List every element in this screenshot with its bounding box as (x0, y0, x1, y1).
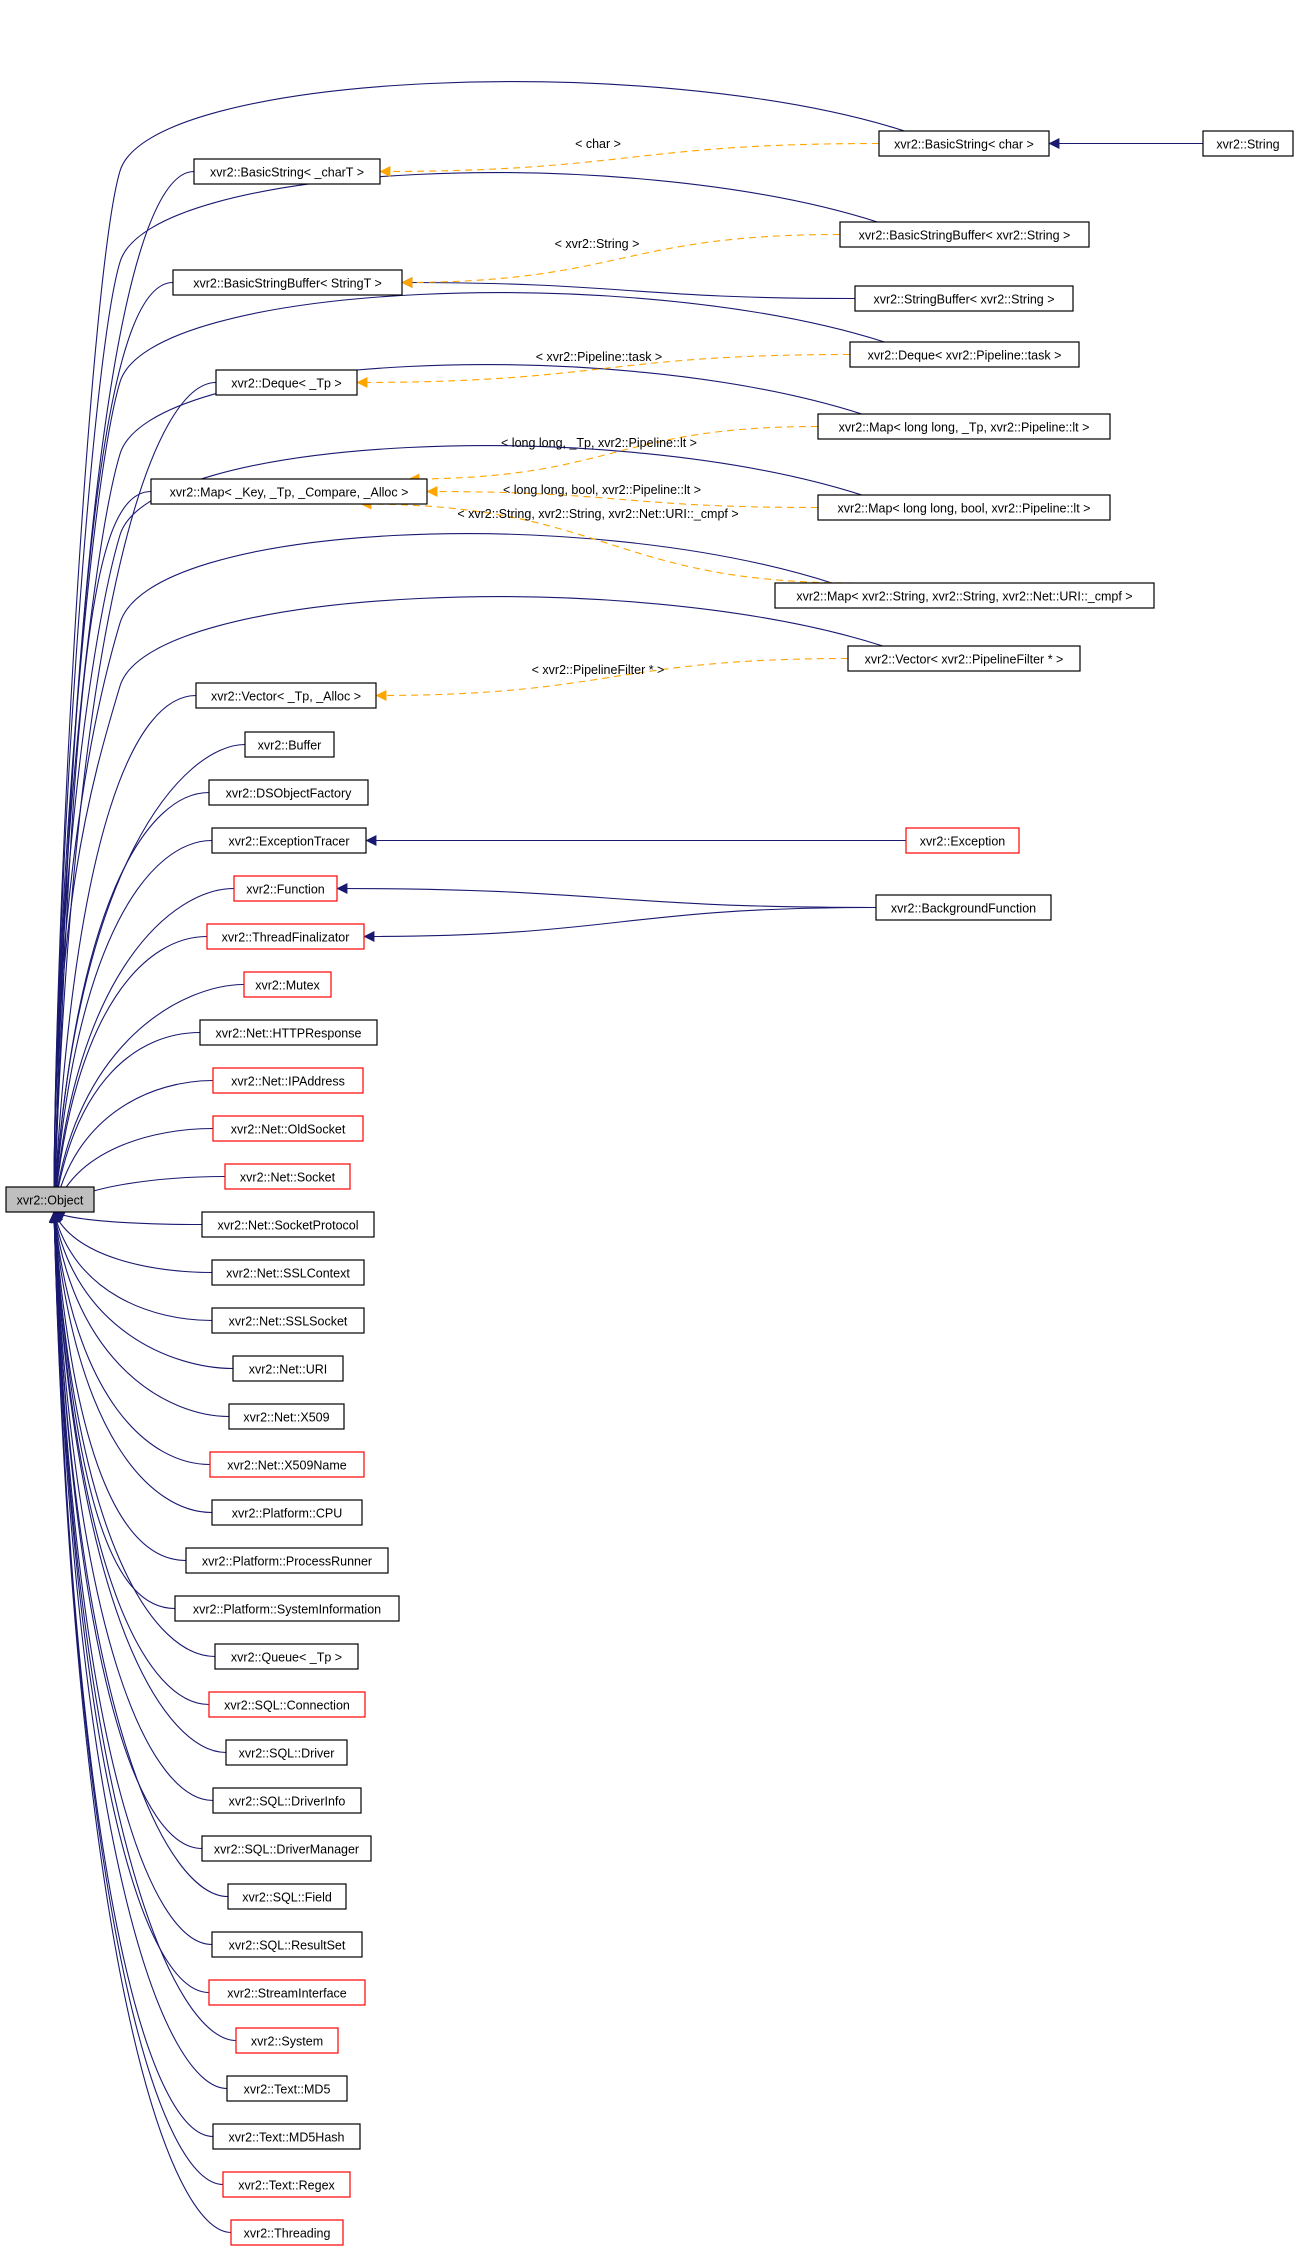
class-node-cpu[interactable] (212, 1500, 362, 1525)
class-node-sslsock[interactable] (212, 1308, 364, 1333)
node-label: xvr2::Queue< _Tp > (230, 1650, 343, 1665)
class-node-sqldrvmgr[interactable] (202, 1836, 371, 1861)
inherit-edge-sslsock (54, 1212, 212, 1321)
class-node-sslctx[interactable] (212, 1260, 364, 1285)
class-node-bsb_T[interactable] (173, 270, 402, 295)
class-node-exception[interactable] (906, 828, 1019, 853)
class-node-md5[interactable] (227, 2076, 347, 2101)
inherit-edge-deque_tp (54, 383, 216, 1213)
node-label: xvr2::Net::URI (248, 1362, 328, 1377)
node-label: xvr2::BasicStringBuffer< StringT > (193, 276, 382, 291)
class-node-vec_tp[interactable] (196, 683, 376, 708)
node-label: xvr2::Net::HTTPResponse (215, 1026, 362, 1041)
inherit-edge-exc_tracer (54, 841, 212, 1213)
node-label: xvr2::SQL::ResultSet (228, 1938, 346, 1953)
node-label: xvr2::Vector< _Tp, _Alloc > (210, 689, 362, 704)
node-label: xvr2::Platform::ProcessRunner (201, 1554, 373, 1569)
node-label: xvr2::StreamInterface (227, 1986, 347, 2001)
node-label: xvr2::Map< _Key, _Tp, _Compare, _Alloc > (169, 485, 409, 500)
node-label: xvr2::BasicString< char > (894, 137, 1034, 152)
class-node-string[interactable] (1203, 131, 1293, 156)
node-label: xvr2::Vector< xvr2::PipelineFilter * > (864, 652, 1064, 667)
class-node-thread_fin[interactable] (207, 924, 364, 949)
inherit-edge-md5 (54, 1212, 227, 2089)
node-label: xvr2::Map< xvr2::String, xvr2::String, xvr2::Net::URI::_cmpf > (796, 589, 1133, 604)
class-node-bg_function[interactable] (876, 895, 1051, 920)
node-label: xvr2::SQL::Field (242, 1890, 332, 1905)
class-node-map_generic[interactable] (151, 479, 427, 504)
template-label-ll-tp: < long long, _Tp, xvr2::Pipeline::lt > (501, 436, 697, 450)
class-node-queue[interactable] (215, 1644, 358, 1669)
template-label-xstring: < xvr2::String > (554, 237, 640, 251)
class-node-http_resp[interactable] (200, 1020, 377, 1045)
node-label: xvr2::ThreadFinalizator (221, 930, 350, 945)
template-label-pf: < xvr2::PipelineFilter * > (531, 663, 665, 677)
node-label: xvr2::Threading (243, 2226, 331, 2241)
inherit-edge-thread_fin (54, 937, 207, 1213)
class-node-x509name[interactable] (210, 1452, 364, 1477)
node-label: xvr2::Platform::SystemInformation (192, 1602, 382, 1617)
node-label: xvr2::Buffer (257, 738, 322, 753)
node-label: xvr2::SQL::Driver (238, 1746, 335, 1761)
node-label: xvr2::Text::MD5 (243, 2082, 331, 2097)
template-label-char: < char > (575, 137, 621, 151)
node-label: xvr2::Net::SSLContext (226, 1266, 350, 1281)
class-node-bsb_str[interactable] (840, 222, 1089, 247)
class-node-sysinfo[interactable] (175, 1596, 399, 1621)
class-node-sockproto[interactable] (202, 1212, 374, 1237)
inherit-edge-bs_char (54, 82, 905, 1212)
inherit-edge-bg_function-to-thread_fin (364, 908, 876, 937)
edges-layer (54, 82, 1203, 2233)
inherit-edge-sockproto (54, 1212, 202, 1225)
class-node-threading[interactable] (231, 2220, 343, 2245)
inherit-edge-bsb_str (54, 173, 877, 1212)
node-label: xvr2::DSObjectFactory (225, 786, 352, 801)
class-node-exc_tracer[interactable] (212, 828, 366, 853)
class-node-sqlrs[interactable] (212, 1932, 362, 1957)
node-label: xvr2::Net::Socket (239, 1170, 336, 1185)
inherit-edge-map_str_str (54, 534, 832, 1212)
class-node-procrun[interactable] (186, 1548, 388, 1573)
node-label: xvr2::Net::IPAddress (231, 1074, 345, 1089)
node-label: xvr2::Net::SocketProtocol (217, 1218, 359, 1233)
node-label: xvr2::ExceptionTracer (228, 834, 350, 849)
class-node-oldsock[interactable] (213, 1116, 363, 1141)
node-label: xvr2::Function (246, 882, 325, 897)
template-label-str-str: < xvr2::String, xvr2::String, xvr2::Net::URI::_cmpf > (457, 507, 739, 521)
inherit-edge-deque_task (54, 293, 884, 1212)
node-label: xvr2::Deque< xvr2::Pipeline::task > (867, 348, 1062, 363)
inherit-edge-bsb_T (54, 283, 173, 1213)
node-label: xvr2::Net::SSLSocket (228, 1314, 348, 1329)
node-label: xvr2::Net::X509 (243, 1410, 330, 1425)
class-node-function[interactable] (234, 876, 337, 901)
node-label: xvr2::SQL::Connection (224, 1698, 350, 1713)
node-label: xvr2::Net::X509Name (227, 1458, 347, 1473)
template-edge-map_ll_tp-to-map_generic (409, 427, 818, 480)
inherit-edge-map_ll_bool (54, 446, 862, 1212)
node-label: xvr2::SQL::DriverManager (213, 1842, 360, 1857)
class-node-sqlconn[interactable] (209, 1692, 365, 1717)
node-label: xvr2::String (1216, 137, 1280, 152)
class-node-deque_tp[interactable] (216, 370, 357, 395)
node-label: xvr2::Text::Regex (238, 2178, 335, 2193)
class-node-buffer[interactable] (245, 732, 334, 757)
class-node-uri[interactable] (233, 1356, 343, 1381)
inherit-edge-sslctx (54, 1212, 212, 1273)
class-node-system[interactable] (236, 2028, 338, 2053)
class-node-vec_pf[interactable] (848, 646, 1080, 671)
node-label: xvr2::Platform::CPU (231, 1506, 343, 1521)
class-node-map_ll_tp[interactable] (818, 414, 1110, 439)
template-label-ll-bool: < long long, bool, xvr2::Pipeline::lt > (502, 483, 702, 497)
inherit-edge-x509 (54, 1212, 229, 1417)
node-label: xvr2::StringBuffer< xvr2::String > (873, 292, 1055, 307)
class-node-map_str_str[interactable] (775, 583, 1154, 608)
class-node-socket[interactable] (225, 1164, 350, 1189)
inherit-edge-procrun (54, 1212, 186, 1561)
class-node-bs_char[interactable] (879, 131, 1049, 156)
inherit-edge-sb_str-to-bsb_T (402, 283, 855, 299)
class-node-streamif[interactable] (209, 1980, 365, 2005)
template-label-task: < xvr2::Pipeline::task > (535, 350, 663, 364)
node-label: xvr2::System (250, 2034, 324, 2049)
edge-labels-layer (457, 137, 738, 677)
class-node-sqldrv[interactable] (226, 1740, 347, 1765)
node-label: xvr2::Exception (919, 834, 1006, 849)
class-node-md5hash[interactable] (213, 2124, 360, 2149)
inherit-edge-buffer (54, 745, 245, 1213)
inherit-edge-bs_charT (54, 172, 194, 1213)
class-node-bs_charT[interactable] (194, 159, 380, 184)
node-label: xvr2::Net::OldSocket (230, 1122, 346, 1137)
inherit-edge-bg_function-to-function (337, 889, 876, 908)
template-edge-bs_char-to-bs_charT (380, 144, 879, 172)
root-node[interactable] (6, 1187, 94, 1212)
node-label: xvr2::Map< long long, _Tp, xvr2::Pipeline::lt > (838, 420, 1090, 435)
inherit-edge-vec_pf (54, 597, 883, 1212)
class-node-deque_task[interactable] (850, 342, 1079, 367)
class-node-sqlfield[interactable] (228, 1884, 346, 1909)
node-label: xvr2::Mutex (255, 978, 320, 993)
node-label: xvr2::BasicString< _charT > (209, 165, 365, 180)
inherit-edge-dsof (54, 793, 209, 1213)
node-label: xvr2::Deque< _Tp > (231, 376, 342, 391)
node-label: xvr2::Text::MD5Hash (228, 2130, 345, 2145)
class-node-x509[interactable] (229, 1404, 344, 1429)
node-label: xvr2::Object (16, 1193, 84, 1208)
node-label: xvr2::Map< long long, bool, xvr2::Pipeline::lt > (837, 501, 1091, 516)
class-node-mutex[interactable] (244, 972, 331, 997)
class-node-sb_str[interactable] (855, 286, 1073, 311)
class-node-map_ll_bool[interactable] (818, 495, 1110, 520)
node-label: xvr2::SQL::DriverInfo (228, 1794, 346, 1809)
node-label: xvr2::BackgroundFunction (890, 901, 1037, 916)
class-node-regex[interactable] (223, 2172, 350, 2197)
class-node-ipaddr[interactable] (213, 1068, 363, 1093)
class-node-sqldrvinfo[interactable] (213, 1788, 361, 1813)
node-label: xvr2::BasicStringBuffer< xvr2::String > (858, 228, 1071, 243)
class-node-dsof[interactable] (209, 780, 368, 805)
